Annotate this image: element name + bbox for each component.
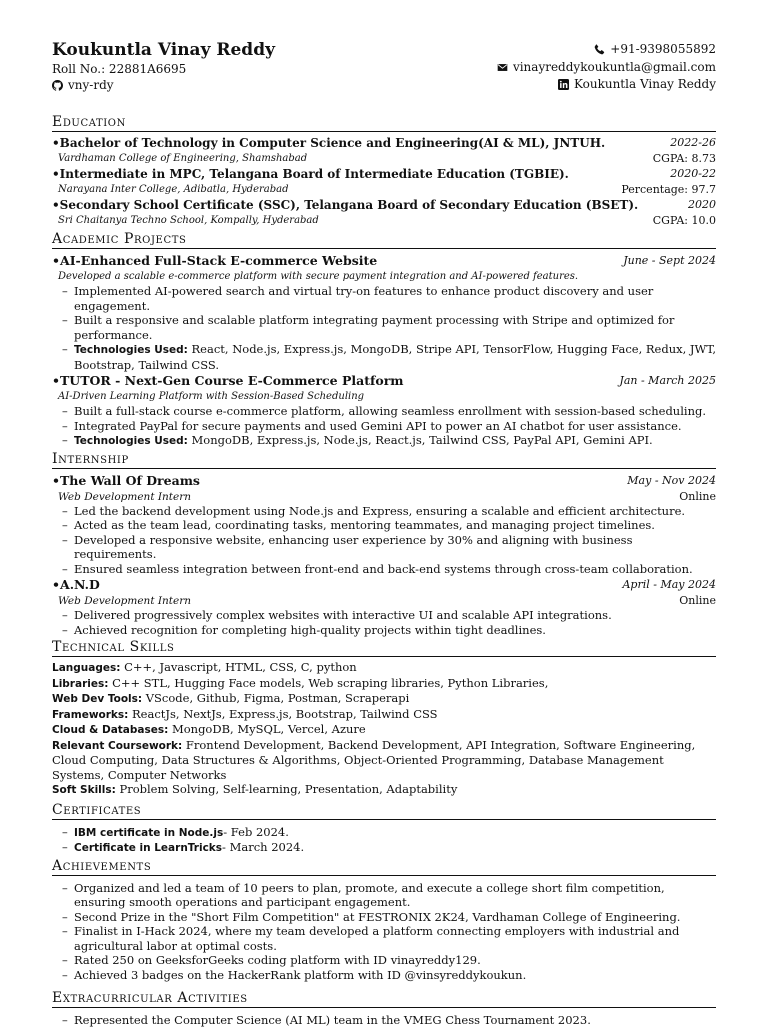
section-title: Internship: [52, 451, 716, 469]
list-item: – Second Prize in the "Short Film Competition" at FESTRONIX 2K24, Vardhaman College of Engineering.: [62, 910, 716, 925]
internship-section: [52, 451, 716, 638]
list-item: – IBM certificate in Node.js- Feb 2024.: [62, 825, 716, 841]
github-handle: vny-rdy: [68, 78, 114, 92]
project-name: •AI-Enhanced Full-Stack E-commerce Website: [52, 253, 378, 268]
date: May - Nov 2024: [627, 473, 716, 487]
list-item: – Technologies Used: React, Node.js, Express.js, MongoDB, Stripe API, TensorFlow, Hugging Face, Redux, JWT, Bootstrap, Tailwind CSS.: [62, 342, 716, 372]
list-item: – Acted as the team lead, coordinating tasks, mentoring teammates, and managing project timelines.: [62, 518, 716, 533]
list-item: – Integrated PayPal for secure payments and used Gemini API to power an AI chatbot for user assistance.: [62, 419, 716, 434]
list-item: – Built a full-stack course e-commerce platform, allowing seamless enrollment with session-based scheduling.: [62, 404, 716, 419]
list-item: – Technologies Used: MongoDB, Express.js, Node.js, React.js, Tailwind CSS, PayPal API, Gemini API.: [62, 433, 716, 449]
achievements-section: [52, 858, 716, 983]
work-mode: Online: [679, 489, 716, 503]
education-section: [52, 114, 716, 228]
section-title: Education: [52, 114, 716, 132]
internship-entry: [52, 469, 716, 577]
education-entry: [52, 166, 716, 197]
date: 2022-26: [670, 136, 716, 149]
score: CGPA: 8.73: [652, 152, 716, 165]
list-item: – Ensured seamless integration between front-end and back-end systems through cross-team collaboration.: [62, 562, 716, 577]
date: April - May 2024: [622, 578, 716, 591]
section-title: Achievements: [52, 858, 716, 876]
skill-row: Relevant Coursework: Frontend Development, Backend Development, API Integration, Software Engineering, Cloud Computing, Data Structures & Algorithms, Object-Oriented Programming, Database Management Systems, Computer Networks: [52, 737, 696, 782]
project-entry: [52, 249, 716, 372]
project-description: Developed a scalable e-commerce platform with secure payment integration and AI-powered features.: [58, 271, 579, 282]
education-entry: [52, 197, 716, 228]
school: Sri Chaitanya Techno School, Kompally, Hyderabad: [58, 215, 319, 226]
date: June - Sept 2024: [623, 254, 716, 267]
github-icon: [52, 80, 63, 91]
list-item: – Certificate in LearnTricks- March 2024.: [62, 840, 716, 856]
linkedin-name: Koukuntla Vinay Reddy: [573, 77, 716, 91]
skill-row: Languages: C++, Javascript, HTML, CSS, C, python: [52, 660, 357, 674]
organization: •A.N.D: [52, 577, 100, 592]
skill-row: Soft Skills: Problem Solving, Self-learning, Presentation, Adaptability: [52, 782, 458, 796]
date: 2020-22: [670, 167, 716, 180]
extracurricular-section: [52, 990, 716, 1028]
list-item: – Finalist in I-Hack 2024, where my team developed a platform connecting employers with industrial and agricultural labor at optimal costs.: [62, 924, 716, 953]
role: Web Development Intern: [58, 490, 192, 503]
education-entry: [52, 135, 716, 166]
envelope-icon: [497, 62, 508, 73]
email-contact[interactable]: [497, 60, 716, 74]
roll-number: Roll No.: 22881A6695: [52, 62, 187, 76]
certificates-section: [52, 802, 716, 856]
skills-section: [52, 639, 716, 798]
github-link[interactable]: [52, 78, 114, 92]
phone-number: +91-9398055892: [610, 42, 716, 56]
resume-header: [52, 0, 716, 112]
phone-icon: [594, 44, 605, 55]
skill-row: Cloud & Databases: MongoDB, MySQL, Vercel, Azure: [52, 722, 366, 736]
list-item: – Represented the Computer Science (AI ML) team in the VMEG Chess Tournament 2023.: [62, 1013, 716, 1028]
date: 2020: [688, 198, 716, 211]
email-address: vinayreddykoukuntla@gmail.com: [512, 60, 716, 74]
project-description: AI-Driven Learning Platform with Session-Based Scheduling: [58, 391, 365, 402]
work-mode: Online: [679, 594, 716, 607]
date: Jan - March 2025: [619, 374, 716, 387]
project-name: •TUTOR - Next-Gen Course E-Commerce Platform: [52, 373, 404, 388]
list-item: – Delivered progressively complex websites with interactive UI and scalable API integrations.: [62, 608, 716, 623]
score: Percentage: 97.7: [621, 183, 716, 196]
project-entry: [52, 372, 716, 449]
list-item: – Achieved recognition for completing high-quality projects within tight deadlines.: [62, 623, 716, 638]
degree: •Bachelor of Technology in Computer Science and Engineering(AI & ML), JNTUH.: [52, 136, 606, 150]
role: Web Development Intern: [58, 595, 192, 607]
degree: •Secondary School Certificate (SSC), Telangana Board of Secondary Education (BSET).: [52, 198, 639, 212]
list-item: – Led the backend development using Node.js and Express, ensuring a scalable and efficient architecture.: [62, 504, 716, 519]
degree: •Intermediate in MPC, Telangana Board of Intermediate Education (TGBIE).: [52, 167, 569, 181]
list-item: – Organized and led a team of 10 peers to plan, promote, and execute a college short film competition, ensuring smooth operations and participant engagement.: [62, 881, 716, 910]
school: Narayana Inter College, Adibatla, Hyderabad: [58, 184, 289, 195]
linkedin-contact[interactable]: [558, 77, 716, 91]
section-title: Academic Projects: [52, 231, 716, 249]
list-item: – Implemented AI-powered search and virtual try-on features to enhance product discovery and user engagement.: [62, 284, 716, 313]
list-item: – Achieved 3 badges on the HackerRank platform with ID @vinsyreddykoukun.: [62, 968, 716, 983]
candidate-name: Koukuntla Vinay Reddy: [52, 40, 275, 60]
phone-contact[interactable]: [594, 42, 716, 56]
skill-row: Web Dev Tools: VScode, Github, Figma, Postman, Scraperapi: [52, 691, 410, 705]
score: CGPA: 10.0: [652, 214, 716, 227]
skill-row: Frameworks: ReactJs, NextJs, Express.js, Bootstrap, Tailwind CSS: [52, 706, 438, 721]
school: Vardhaman College of Engineering, Shamshabad: [58, 153, 308, 164]
section-title: Extracurricular Activities: [52, 990, 716, 1008]
projects-section: [52, 231, 716, 449]
internship-entry: [52, 576, 716, 637]
skill-row: Libraries: C++ STL, Hugging Face models, Web scraping libraries, Python Libraries,: [52, 675, 549, 690]
list-item: – Developed a responsive website, enhancing user experience by 30% and aligning with business requirements.: [62, 533, 716, 562]
section-title: Certificates: [52, 802, 716, 820]
list-item: – Built a responsive and scalable platform integrating payment processing with Stripe and optimized for performance.: [62, 313, 716, 342]
list-item: – Rated 250 on GeeksforGeeks coding platform with ID vinayreddy129.: [62, 953, 716, 968]
linkedin-icon: [558, 79, 569, 90]
section-title: Technical Skills: [52, 639, 716, 657]
organization: •The Wall Of Dreams: [52, 472, 200, 488]
